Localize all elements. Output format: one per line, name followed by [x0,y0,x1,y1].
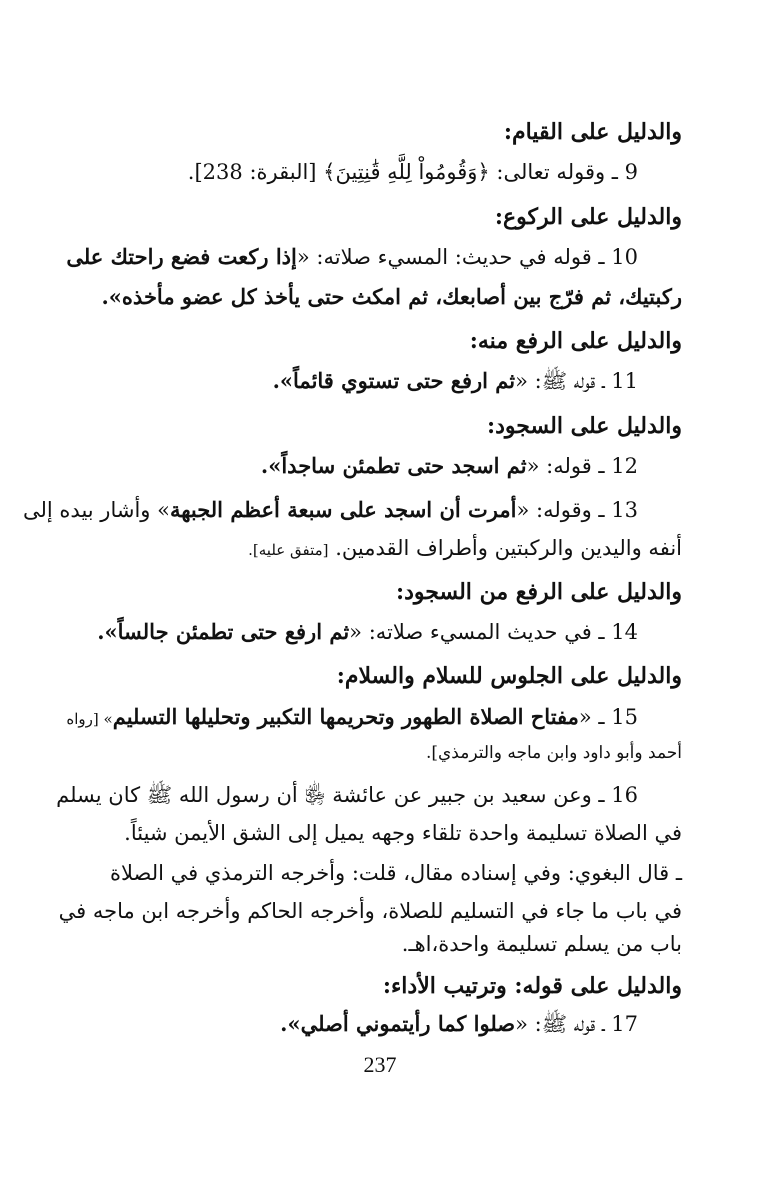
text-line [66,242,638,272]
hadith-text: ثم ارفع حتى تطمئن جالساً». [97,619,350,644]
heading-raf-sujood: والدليل على الرفع من السجود: [395,579,682,605]
text-line [66,702,638,734]
text-segment: 12 ـ قوله: « [526,454,638,478]
text-line: 16 ـ وعن سعيد بن جبير عن عائشة ﵂ أن رسول الله ﷺ كان يسلم [56,783,638,807]
text-line: في باب ما جاء في التسليم للصلاة، وأخرجه الحاكم وأخرجه ابن ماجه في [58,899,682,923]
hadith-text: ركبتيك، ثم فرّج بين أصابعك، ثم امكث حتى يأخذ كل عضو مأخذه». [101,284,682,309]
text-segment: 15 ـ « [578,705,638,729]
hadith-text: صلوا كما رأيتموني أصلي». [280,1011,516,1036]
citation: أحمد وأبو داود وابن ماجه والترمذي]. [425,743,682,763]
text-segment: أنفه واليدين والركبتين وأطراف القدمين. [328,536,682,560]
heading-rukoo: والدليل على الركوع: [494,204,682,230]
text-line [248,533,682,565]
text-line [280,1009,638,1039]
text-segment: 14 ـ في حديث المسيء صلاته: « [349,620,638,644]
citation: » [رواه [66,710,113,728]
text-line [261,451,638,481]
text-line [97,617,638,647]
text-segment: » وأشار بيده إلى [23,498,170,522]
hadith-text: ثم ارفع حتى تستوي قائماً». [272,368,516,393]
text-segment: 10 ـ قوله في حديث: المسيء صلاته: « [296,245,638,269]
text-line: 9 ـ وقوله تعالى: ﴿وَقُومُواْ لِلَّهِ قَٰنِتِينَ﴾ [البقرة: 238]. [187,160,638,184]
heading-juloos: والدليل على الجلوس للسلام والسلام: [336,663,682,689]
text-segment: 13 ـ وقوله: « [516,498,638,522]
text-line: ـ قال البغوي: وفي إسناده مقال، قلت: وأخرجه الترمذي في الصلاة [109,861,682,885]
heading-sujood: والدليل على السجود: [487,413,682,439]
hadith-text: إذا ركعت فضع راحتك على [66,244,297,269]
hadith-text: أمرت أن اسجد على سبعة أعظم الجبهة [169,497,517,522]
heading-qiyam: والدليل على القيام: [503,119,682,145]
text-segment: 17 ـ قوله ﷺ: « [515,1012,638,1036]
text-segment: 11 ـ قوله ﷺ: « [515,369,638,393]
page-number: 237 [363,1052,397,1077]
heading-raf-minhu: والدليل على الرفع منه: [469,328,682,354]
text-line [273,366,638,396]
heading-tarteeb: والدليل على قوله: وترتيب الأداء: [382,973,682,999]
text-line [23,495,638,525]
citation: [متفق عليه]. [248,541,329,559]
hadith-text: مفتاح الصلاة الطهور وتحريمها التكبير وتحليلها التسليم [112,704,579,729]
hadith-text: ثم اسجد حتى تطمئن ساجداً». [260,453,527,478]
text-line: باب من يسلم تسليمة واحدة،اهـ. [401,932,682,956]
text-line: في الصلاة تسليمة واحدة تلقاء وجهه يميل إلى الشق الأيمن شيئاً. [124,821,682,845]
